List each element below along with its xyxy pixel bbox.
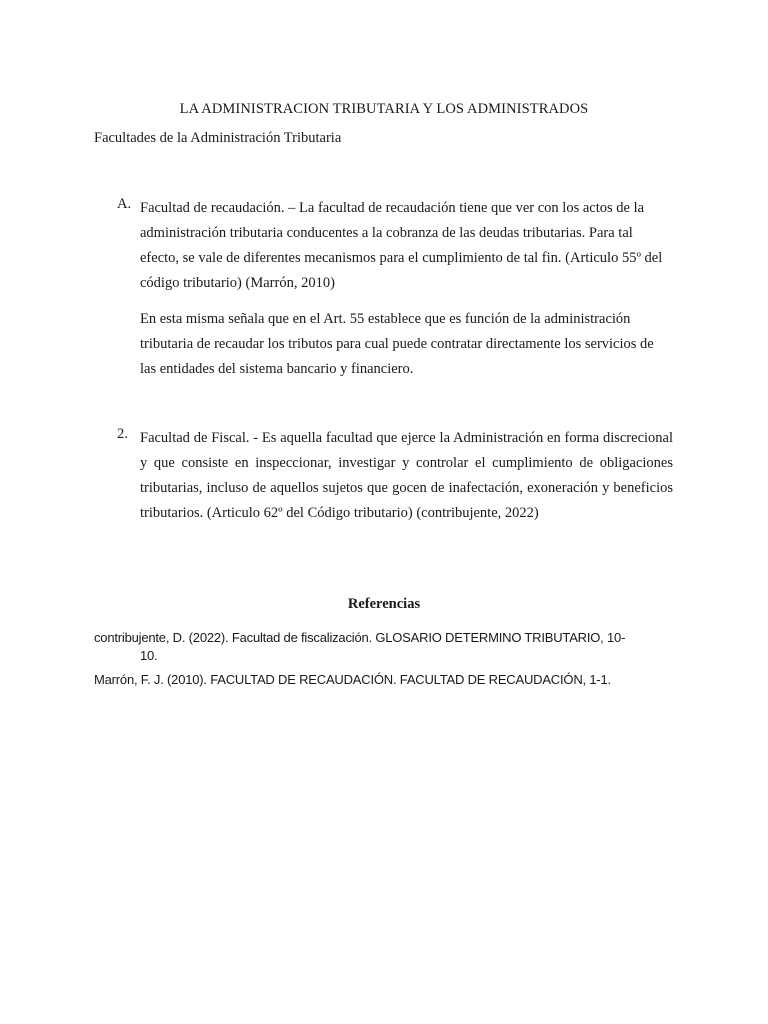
document-subtitle: Facultades de la Administración Tributaria	[94, 130, 342, 146]
reference-1	[94, 629, 674, 665]
reference-1-line-2: 10.	[140, 648, 158, 663]
list-item-2-text: Facultad de Fiscal. - Es aquella facultad que ejerce la Administración en forma discrecional y que consiste en inspeccionar, investigar y controlar el cumplimiento de obligaciones tributarias, incluso de aquellos sujetos que gocen de inafectación, exoneración y beneficios tributarios. (Articulo 62º del Código tributario) (contribujente, 2022)	[140, 430, 673, 521]
references-heading: Referencias	[347, 596, 421, 612]
list-marker-2: 2.	[117, 426, 128, 442]
reference-1-line-1: contribujente, D. (2022). Facultad de fiscalización. GLOSARIO DETERMINO TRIBUTARIO, 10-	[94, 630, 626, 645]
document-title: LA ADMINISTRACION TRIBUTARIA Y LOS ADMINISTRADOS	[179, 101, 589, 117]
reference-2: Marrón, F. J. (2010). FACULTAD DE RECAUDACIÓN. FACULTAD DE RECAUDACIÓN, 1-1.	[94, 672, 611, 687]
list-marker-a: A.	[117, 196, 132, 212]
list-item-a-text: Facultad de recaudación. – La facultad de recaudación tiene que ver con los actos de la administración tributaria conducentes a la cobranza de las deudas tributarias. Para tal efecto, se vale de diferentes mecanismos para el cumplimiento de tal fin. (Articulo 55º del código tributario) (Marrón, 2010)	[140, 200, 663, 291]
list-item-a-paragraph-2: En esta misma señala que en el Art. 55 establece que es función de la administración tributaria de recaudar los tributos para cual puede contratar directamente los servicios de las entidades del sistema bancario y financiero.	[140, 311, 654, 377]
